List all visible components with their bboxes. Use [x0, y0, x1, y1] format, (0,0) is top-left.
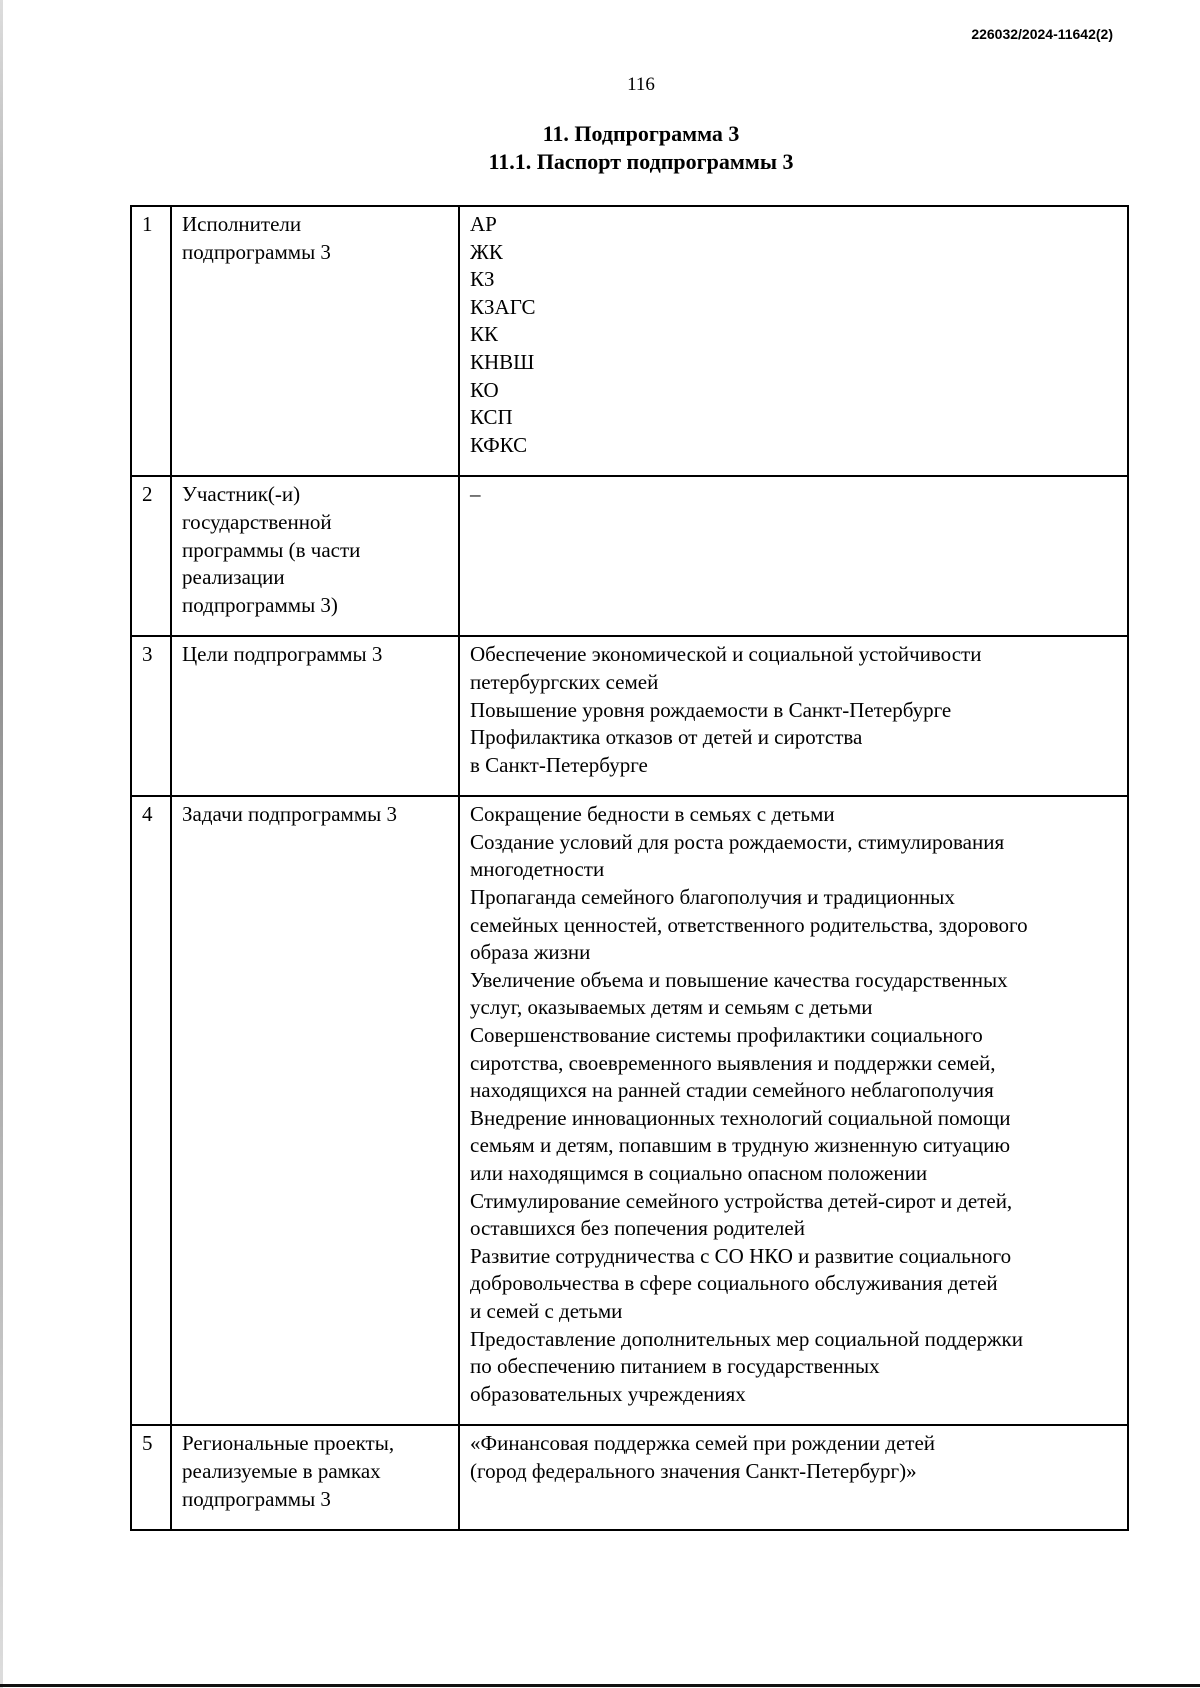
row-value [459, 1425, 1128, 1530]
table-row [131, 476, 1128, 636]
row-value [459, 206, 1128, 476]
value-line: Развитие сотрудничества с СО НКО и развитие социального [470, 1243, 1012, 1268]
label-line: Цели подпрограммы 3 [182, 642, 383, 667]
value-line: Стимулирование семейного устройства детей-сирот и детей, [470, 1188, 1013, 1213]
value-line: КСП [470, 405, 513, 430]
value-line: КЗАГС [470, 294, 536, 319]
label-line: программы (в части [182, 537, 361, 562]
value-line: Сокращение бедности в семьях с детьми [470, 802, 835, 827]
value-line: Увеличение объема и повышение качества государственных [470, 967, 1008, 992]
table-row [131, 1425, 1128, 1530]
table-row [131, 796, 1128, 1425]
value-line: КНВШ [470, 349, 535, 374]
value-line: Предоставление дополнительных мер социальной поддержки [470, 1326, 1023, 1351]
value-line: петербургских семей [470, 669, 659, 694]
value-line: АР [470, 212, 497, 236]
label-line: подпрограммы 3 [182, 1486, 331, 1511]
document-id: 226032/2024-11642(2) [971, 26, 1113, 42]
label-line: подпрограммы 3 [182, 239, 331, 264]
row-label [171, 796, 459, 1425]
table-row [131, 206, 1128, 476]
value-line: услуг, оказываемых детям и семьям с детьми [470, 995, 873, 1020]
row-label [171, 476, 459, 636]
value-line: – [470, 482, 481, 507]
label-line: Задачи подпрограммы 3 [182, 802, 397, 827]
scan-left-edge [0, 0, 3, 1688]
label-line: Исполнители [182, 212, 302, 236]
row-label [171, 206, 459, 476]
passport-table [130, 205, 1129, 1531]
label-line: Региональные проекты, [182, 1431, 395, 1456]
table-row [131, 636, 1128, 796]
value-line: находящихся на ранней стадии семейного неблагополучия [470, 1078, 994, 1103]
scan-bottom-edge [0, 1684, 1200, 1687]
value-line: КЗ [470, 267, 495, 292]
value-line: Профилактика отказов от детей и сиротства [470, 725, 863, 750]
value-line: Создание условий для роста рождаемости, стимулирования [470, 829, 1005, 854]
row-value [459, 476, 1128, 636]
value-line: образа жизни [470, 940, 591, 965]
value-line: «Финансовая поддержка семей при рождении детей [470, 1431, 936, 1456]
value-line: Обеспечение экономической и социальной устойчивости [470, 642, 982, 667]
value-line: добровольчества в сфере социального обслуживания детей [470, 1271, 998, 1296]
section-subtitle: 11.1. Паспорт подпрограммы 3 [488, 149, 794, 174]
value-line: или находящимся в социально опасном положении [470, 1161, 928, 1185]
row-number: 4 [131, 796, 171, 1425]
page-number: 116 [627, 74, 655, 95]
value-line: семейных ценностей, ответственного родительства, здорового [470, 912, 1028, 937]
value-line: в Санкт-Петербурге [470, 752, 648, 777]
value-line: КО [470, 377, 499, 402]
value-line: Совершенствование системы профилактики социального [470, 1023, 983, 1048]
label-line: реализации [182, 565, 285, 590]
value-line: и семей с детьми [470, 1298, 623, 1323]
value-line: сиротства, своевременного выявления и поддержки семей, [470, 1050, 996, 1075]
value-line: Внедрение инновационных технологий социальной помощи [470, 1105, 1011, 1130]
value-line: Пропаганда семейного благополучия и традиционных [470, 885, 955, 910]
label-line: государственной [182, 509, 332, 534]
value-line: семьям и детям, попавшим в трудную жизненную ситуацию [470, 1133, 1011, 1158]
row-number: 1 [131, 206, 171, 476]
passport-table-body [131, 206, 1128, 1530]
label-line: подпрограммы 3) [182, 592, 338, 617]
row-label [171, 636, 459, 796]
value-line: КК [470, 322, 499, 347]
row-label [171, 1425, 459, 1530]
row-value [459, 796, 1128, 1425]
row-number: 3 [131, 636, 171, 796]
label-line: реализуемые в рамках [182, 1458, 381, 1483]
value-line: образовательных учреждениях [470, 1381, 746, 1406]
row-number: 5 [131, 1425, 171, 1530]
value-line: ЖК [470, 239, 503, 264]
section-title: 11. Подпрограмма 3 [542, 121, 740, 146]
value-line: КФКС [470, 432, 528, 457]
row-value [459, 636, 1128, 796]
value-line: (город федерального значения Санкт-Петербург)» [470, 1458, 917, 1483]
value-line: по обеспечению питанием в государственных [470, 1354, 880, 1379]
value-line: оставшихся без попечения родителей [470, 1216, 805, 1241]
value-line: Повышение уровня рождаемости в Санкт-Петербурге [470, 697, 952, 722]
value-line: многодетности [470, 857, 605, 882]
row-number: 2 [131, 476, 171, 636]
section-heading [0, 120, 1200, 176]
label-line: Участник(-и) [182, 482, 301, 507]
